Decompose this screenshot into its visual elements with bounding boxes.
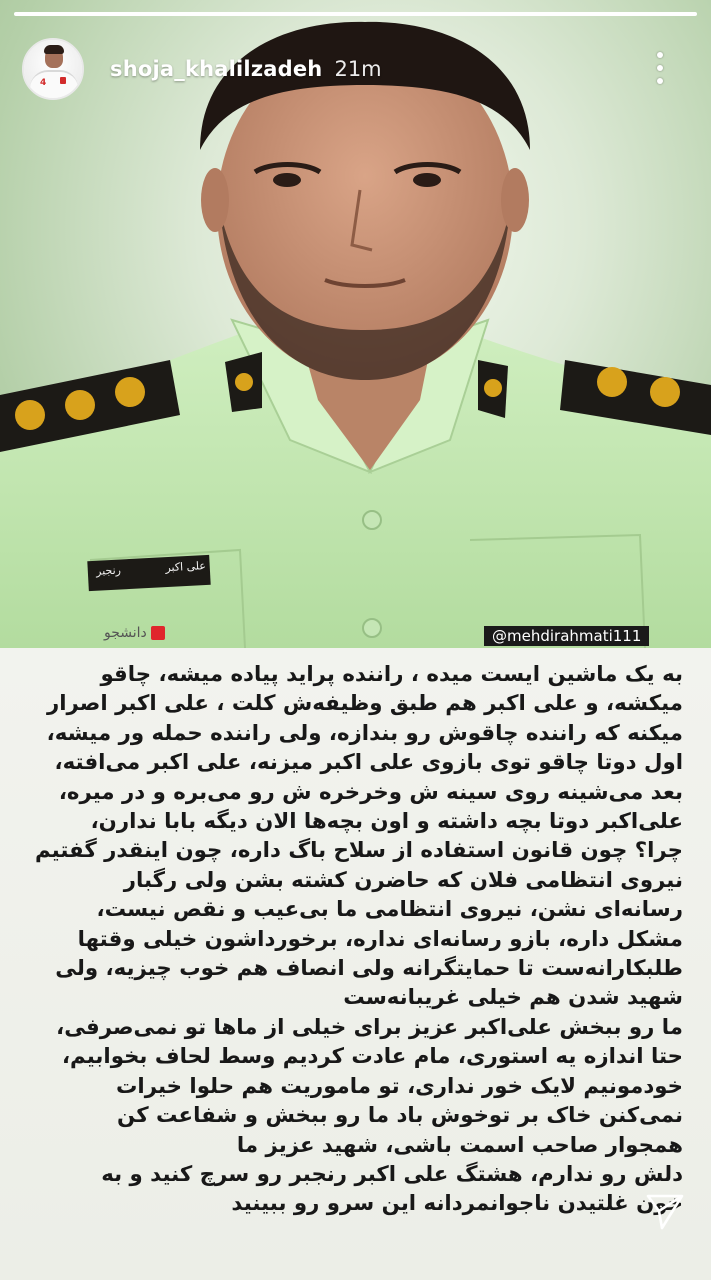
paper-plane-share-icon[interactable] xyxy=(644,1190,686,1232)
caption-line: خودمونیم لایک خور نداری، تو ماموریت هم حلوا خیرات xyxy=(116,1073,683,1099)
caption-line: نیروی انتظامی فلان که حاضرن کشته بشن ولی رگبار xyxy=(123,867,683,893)
caption-line: همجوار صاحب اسمت باشی، شهید عزیز ما xyxy=(236,1132,683,1158)
caption-line: ما رو ببخش علی‌اکبر عزیز برای خیلی از ماها تو نمی‌صرفی، xyxy=(56,1014,683,1040)
news-logo-icon xyxy=(151,626,165,640)
caption-line: چرا؟ چون قانون استفاده از سلاح باگ داره، چون اینقدر گفتیم xyxy=(34,838,683,864)
caption-line: میکشه، و علی اکبر هم طبق وظیفه‌ش کلت ، علی اکبر اصرار xyxy=(46,691,683,717)
source-logo-text: دانشجو xyxy=(104,625,147,641)
caption-line: اول دوتا چاقو توی بازوی علی اکبر میزنه، علی اکبر می‌افته، xyxy=(54,750,683,776)
caption-line: خون غلتیدن ناجوانمردانه این سرو رو ببینید xyxy=(231,1191,683,1217)
caption-line: علی‌اکبر دوتا بچه داشته و اون بچه‌ها الان دیگه بابا ندارن، xyxy=(90,809,683,835)
story-progress-bar xyxy=(14,12,697,16)
caption-line: به یک ماشین ایست میده ، راننده پراید پیاده میشه، چاقو xyxy=(100,662,683,687)
avatar-number: 4 xyxy=(40,78,47,88)
source-logo xyxy=(104,625,165,641)
name-tag-last: رنجبر xyxy=(95,563,122,578)
post-time: 21m xyxy=(334,57,382,81)
caption-line: میکنه که راننده چاقوش رو بندازه، ولی راننده حمله ور میشه، xyxy=(46,720,683,746)
caption-line: شهید شدن هم خیلی غریبانه‌ست xyxy=(343,985,683,1011)
story-progress-fill xyxy=(14,12,697,16)
story-header xyxy=(22,38,689,100)
name-tag-first: علی اکبر xyxy=(165,559,207,575)
three-dots-vertical-icon[interactable] xyxy=(657,52,663,84)
caption-line: دلش رو ندارم، هشتگ علی اکبر رنجبر رو سرچ کنید و به xyxy=(101,1161,683,1187)
caption-line: مشکل داره، بازو رسانه‌ای نداره، برخورداشون خیلی وقتها xyxy=(77,926,683,952)
caption-line: بعد می‌شینه روی سینه ش وخرخره ش رو می‌بره و در میره، xyxy=(58,779,683,805)
story-caption xyxy=(34,660,683,1219)
avatar[interactable] xyxy=(22,38,84,100)
username[interactable]: shoja_khalilzadeh xyxy=(110,57,323,81)
caption-line: نمی‌کنن خاک بر توخوش باد ما رو ببخش و شفاعت کن xyxy=(117,1103,683,1129)
caption-line: طلبکارانه‌ست تا حمایتگرانه ولی انصاف هم خوب چیزیه، ولی xyxy=(55,956,683,982)
caption-line: حتا اندازه یه استوری، مام عادت کردیم وسط لحاف بخوابیم، xyxy=(61,1044,683,1070)
caption-line: رسانه‌ای نشن، نیروی انتظامی ما بی‌عیب و نقص نیست، xyxy=(96,897,683,923)
watermark: @mehdirahmati111 xyxy=(484,626,649,646)
